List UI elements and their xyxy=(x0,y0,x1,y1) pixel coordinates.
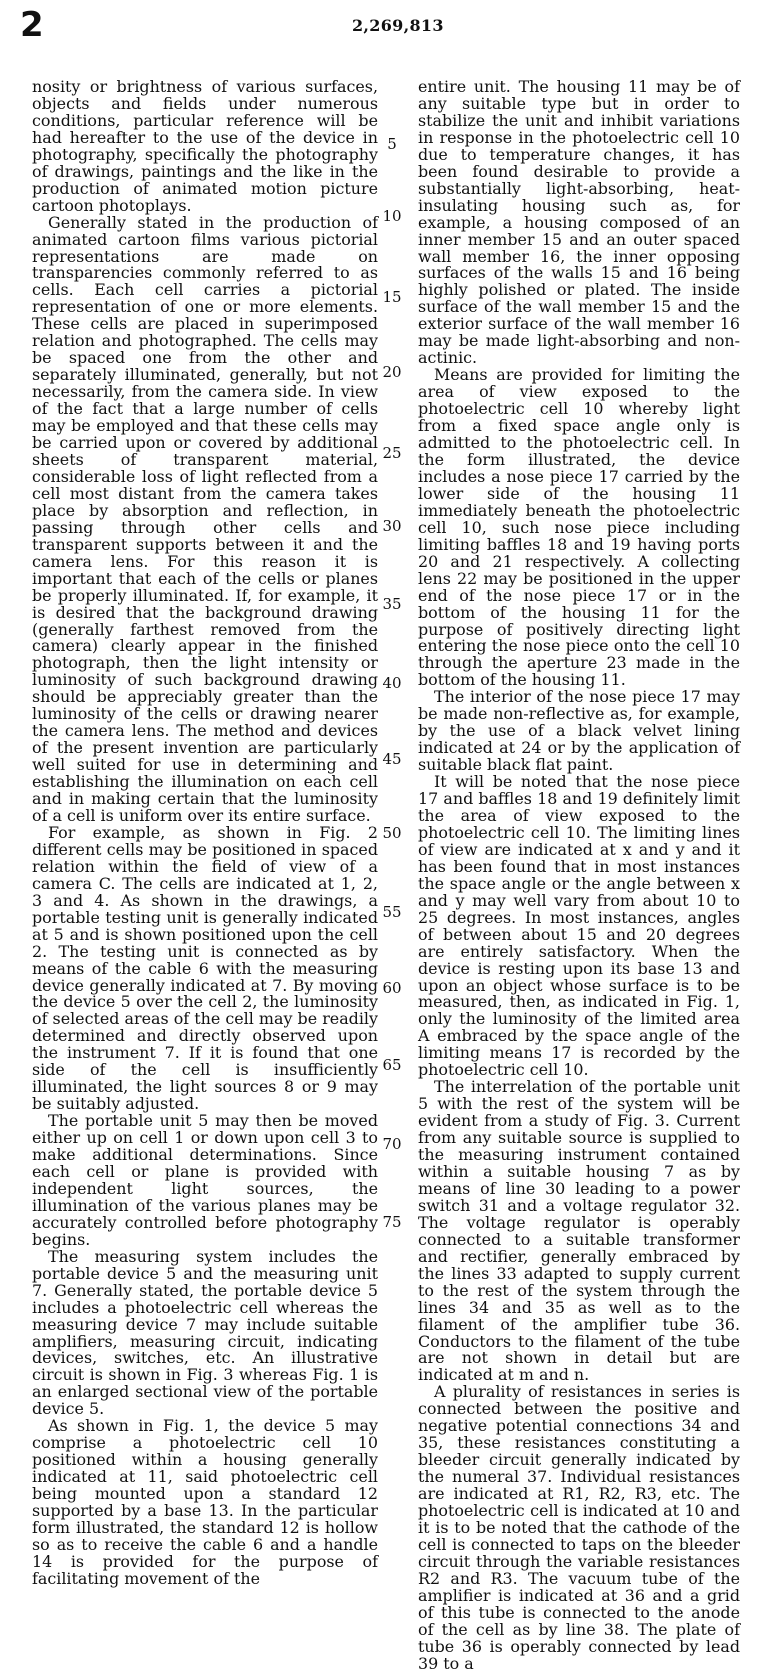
line-number: 40 xyxy=(382,674,402,692)
paragraph: Generally stated in the production of animated cartoon films various pictorial representations are made on transparencies commonly referred to as cells. Each cell carries a pictorial representation of one or more elements. These cells are placed in superimposed relation and photographed. The cells may be spaced one from the other and separately illuminated, generally, but not necessarily, from the camera side. In view of the fact that a large number of cells may be employed and that these cells may be carried upon or covered by additional sheets of transparent material, considerable loss of light reflected from a cell most distant from the camera takes place by absorption and reflection, in passing through other cells and transparent supports between it and the camera lens. For this reason it is important that each of the cells or planes be properly illuminated. If, for example, it is desired that the background drawing (generally farthest removed from the camera) clearly appear in the finished photograph, then the light intensity or luminosity of such background drawing should be appreciably greater than the luminosity of the cells or drawing nearer the camera lens. The method and devices of the present invention are particularly well suited for use in determining and establishing the illumination on each cell and in making certain that the luminosity of a cell is uniform over its entire surface. xyxy=(32,212,378,825)
paragraph: The measuring system includes the portable device 5 and the measuring unit 7. Generally stated, the portable device 5 includes a photoelectric cell whereas the measuring device 7 may include suitable amplifiers, measuring circuit, indicating devices, switches, etc. An illustrative circuit is shown in Fig. 3 whereas Fig. 1 is an enlarged sectional view of the portable device 5. xyxy=(32,1246,378,1419)
line-number: 75 xyxy=(382,1213,402,1231)
line-number: 65 xyxy=(382,1056,402,1074)
line-number: 5 xyxy=(387,135,397,153)
paragraph: It will be noted that the nose piece 17 and baffles 18 and 19 definitely limit the area of view exposed to the photoelectric cell 10. The limiting lines of view are indicated at x and y and it has been found that in most instances the space angle or the angle between x and y may well vary from about 10 to 25 degrees. In most instances, angles of between about 15 and 20 degrees are entirely satisfactory. When the device is resting upon its base 13 and upon an object whose surface is to be measured, then, as indicated in Fig. 1, only the luminosity of the limited area A embraced by the space angle of the limiting means 17 is recorded by the photoelectric cell 10. xyxy=(418,772,740,1080)
page-number: 2 xyxy=(20,5,44,45)
left-text-column xyxy=(32,79,378,1588)
line-number: 60 xyxy=(382,979,402,997)
line-number: 20 xyxy=(382,363,402,381)
line-number: 35 xyxy=(382,595,402,613)
line-number: 55 xyxy=(382,903,402,921)
right-text-column xyxy=(418,79,740,1673)
paragraph: entire unit. The housing 11 may be of any suitable type but in order to stabilize the unit and inhibit variations in response in the photoelectric cell 10 due to temperature changes, it has been found desirable to provide a substantially light-absorbing, heat-insulating housing such as, for example, a housing composed of an inner member 15 and an outer spaced wall member 16, the inner opposing surfaces of the walls 15 and 16 being highly polished or plated. The inside surface of the wall member 15 and the exterior surface of the wall member 16 may be made light-absorbing and non-actinic. xyxy=(418,77,740,368)
line-number: 15 xyxy=(382,288,402,306)
paragraph: The portable unit 5 may then be moved either up on cell 1 or down upon cell 3 to make additional determinations. Since each cell or plane is provided with independent light sources, the illumination of the various planes may be accurately controlled before photography begins. xyxy=(32,1111,378,1249)
line-number: 45 xyxy=(382,750,402,768)
line-number: 70 xyxy=(382,1135,402,1153)
patent-number: 2,269,813 xyxy=(352,16,444,35)
paragraph: A plurality of resistances in series is connected between the positive and negative potential connections 34 and 35, these resistances constituting a bleeder circuit generally indicated by the numeral 37. Individual resistances are indicated at R1, R2, R3, etc. The photoelectric cell is indicated at 10 and it is to be noted that the cathode of the cell is connected to taps on the bleeder circuit through the variable resistances R2 and R3. The vacuum tube of the amplifier is indicated at 36 and a grid of this tube is connected to the anode of the cell as by line 38. The plate of tube 36 is operably connected by lead 39 to a xyxy=(418,1382,740,1673)
line-number: 25 xyxy=(382,444,402,462)
paragraph: As shown in Fig. 1, the device 5 may comprise a photoelectric cell 10 positioned within a housing generally indicated at 11, said photoelectric cell being mounted upon a standard 12 supported by a base 13. In the particular form illustrated, the standard 12 is hollow so as to receive the cable 6 and a handle 14 is provided for the purpose of facilitating movement of the xyxy=(32,1416,378,1588)
line-number: 30 xyxy=(382,517,402,535)
paragraph: The interrelation of the portable unit 5 with the rest of the system will be evident from a study of Fig. 3. Current from any suitable source is supplied to the measuring instrument contained within a suitable housing 7 as by means of line 30 leading to a power switch 31 and a voltage regulator 32. The voltage regulator is operably connected to a suitable transformer and rectifier, generally embraced by the lines 33 adapted to supply current to the rest of the system through the lines 34 and 35 as well as to the filament of the amplifier tube 36. Conductors to the filament of the tube are not shown in detail but are indicated at m and n. xyxy=(418,1077,740,1385)
paragraph: For example, as shown in Fig. 2 different cells may be positioned in spaced relation within the field of view of a camera C. The cells are indicated at 1, 2, 3 and 4. As shown in the drawings, a portable testing unit is generally indicated at 5 and is shown positioned upon the cell 2. The testing unit is connected as by means of the cable 6 with the measuring device generally indicated at 7. By moving the device 5 over the cell 2, the luminosity of selected areas of the cell may be readily determined and directly observed upon the instrument 7. If it is found that one side of the cell is insufficiently illuminated, the light sources 8 or 9 may be suitably adjusted. xyxy=(32,822,378,1114)
paragraph: nosity or brightness of various surfaces, objects and fields under numerous conditions, particular reference will be had hereafter to the use of the device in photography, specifically the photography of drawings, paintings and the like in the production of animated motion picture cartoon photoplays. xyxy=(32,77,378,215)
line-number: 50 xyxy=(382,824,402,842)
line-number: 10 xyxy=(382,207,402,225)
paragraph: Means are provided for limiting the area of view exposed to the photoelectric cell 10 whereby light from a fixed space angle only is admitted to the photoelectric cell. In the form illustrated, the device includes a nose piece 17 carried by the lower side of the housing 11 immediately beneath the photoelectric cell 10, such nose piece including limiting baffles 18 and 19 having ports 20 and 21 respectively. A collecting lens 22 may be positioned in the upper end of the nose piece 17 or in the bottom of the housing 11 for the purpose of positively directing light entering the nose piece onto the cell 10 through the aperture 23 made in the bottom of the housing 11. xyxy=(418,365,740,690)
paragraph: The interior of the nose piece 17 may be made non-reflective as, for example, by the use of a black velvet lining indicated at 24 or by the application of suitable black flat paint. xyxy=(418,687,740,775)
